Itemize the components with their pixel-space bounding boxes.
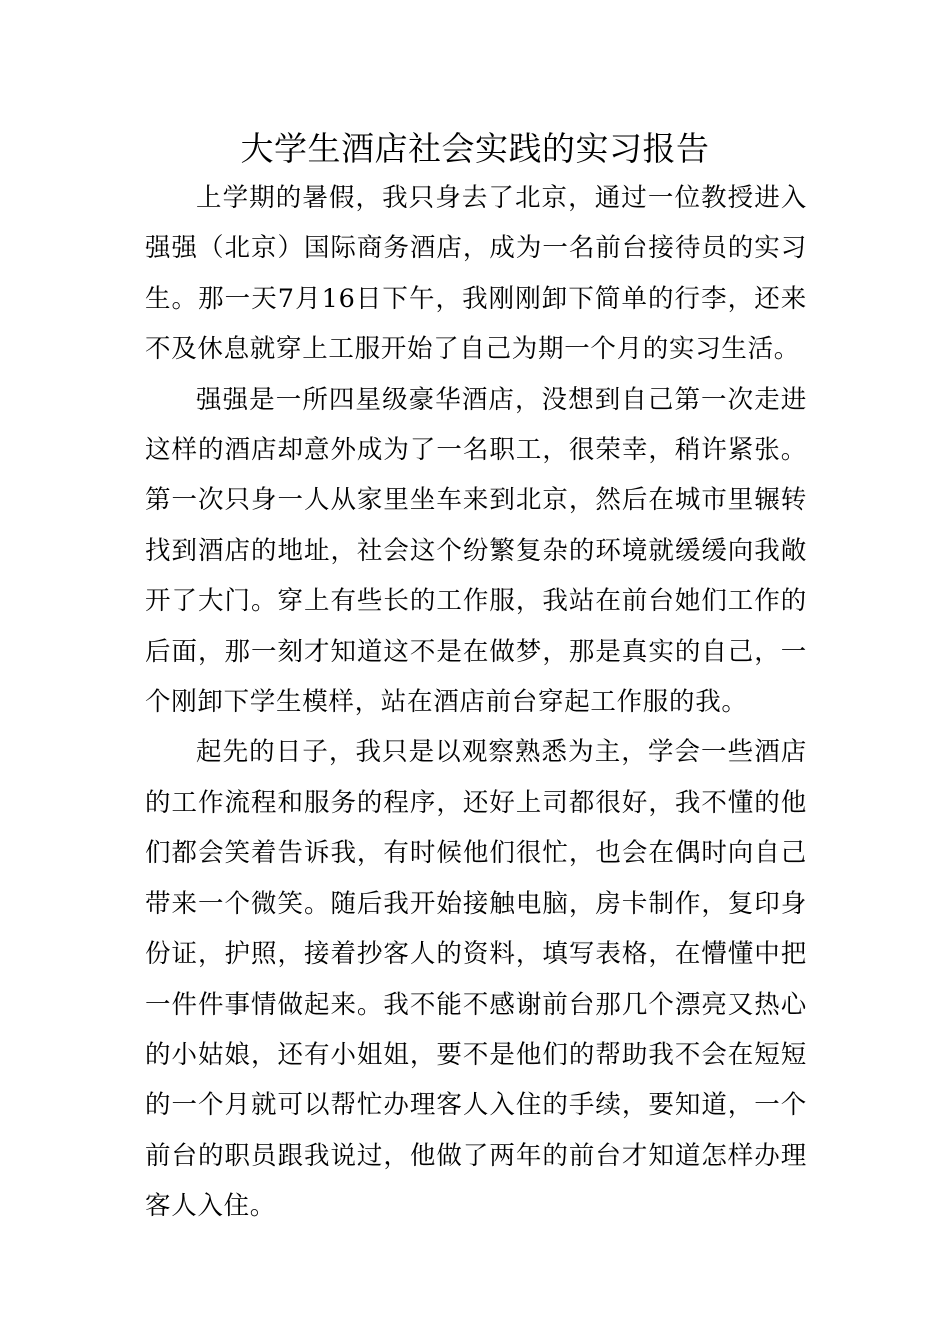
document-title: 大学生酒店社会实践的实习报告 [240,129,710,168]
paragraph-2: 强强是一所四星级豪华酒店，没想到自己第一次走进这样的酒店却意外成为了一名职工，很荣幸，稍许紧张。第一次只身一人从家里坐车来到北京，然后在城市里辗转找到酒店的地址，社会这个纷繁复杂的环境就缓缓向我敞开了大门。穿上有些长的工作服，我站在前台她们工作的后面，那一刻才知道这不是在做梦，那是真实的自己，一个刚卸下学生模样，站在酒店前台穿起工作服的我。 [145,384,807,718]
paragraph-3: 起先的日子，我只是以观察熟悉为主，学会一些酒店的工作流程和服务的程序，还好上司都很好，我不懂的他们都会笑着告诉我，有时候他们很忙，也会在偶时向自己带来一个微笑。随后我开始接触电脑，房卡制作，复印身份证，护照，接着抄客人的资料，填写表格，在懵懂中把一件件事情做起来。我不能不感谢前台那几个漂亮又热心的小姑娘，还有小姐姐，要不是他们的帮助我不会在短短的一个月就可以帮忙办理客人入住的手续，要知道，一个前台的职员跟我说过，他做了两年的前台才知道怎样办理客人入住。 [145,737,807,1222]
document-body [145,173,807,1232]
paragraph-1: 上学期的暑假，我只身去了北京，通过一位教授进入强强（北京）国际商务酒店，成为一名前台接待员的实习生。那一天7月16日下午，我刚刚卸下简单的行李，还来不及休息就穿上工服开始了自己为期一个月的实习生活。 [145,183,807,365]
